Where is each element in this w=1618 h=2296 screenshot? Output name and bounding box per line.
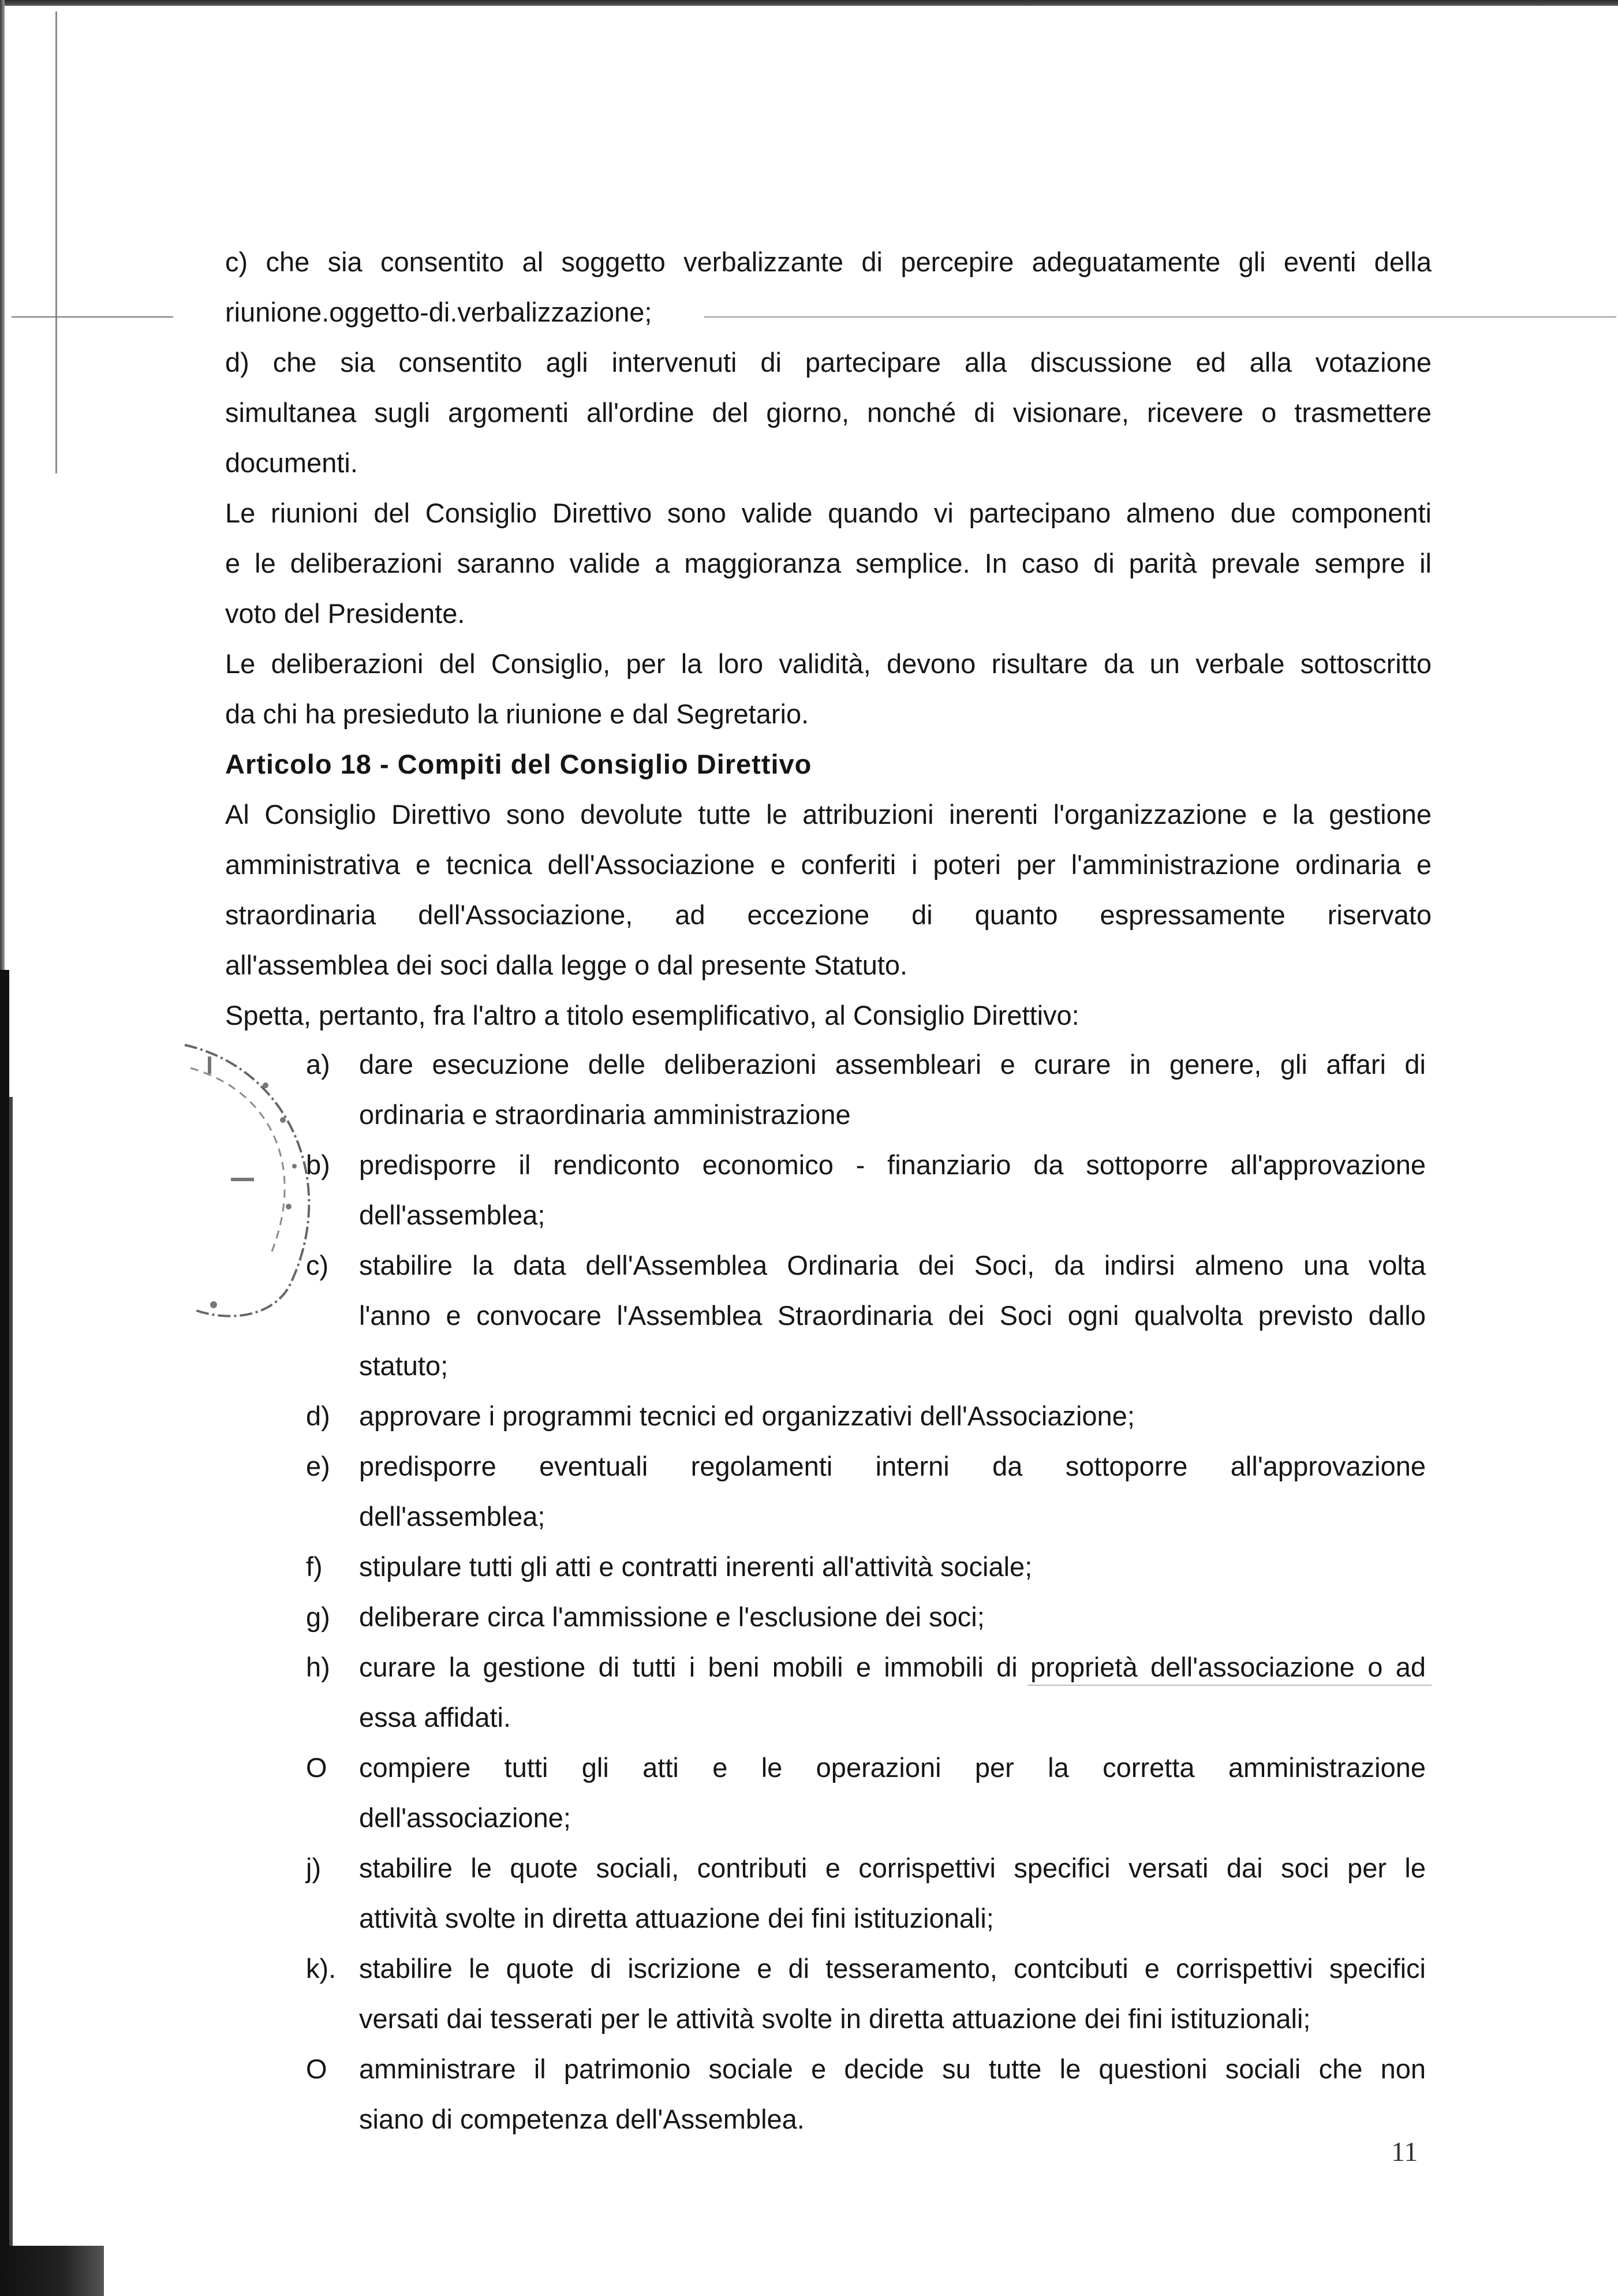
scan-left-rule bbox=[55, 12, 57, 473]
list-marker: g) bbox=[306, 1601, 330, 1632]
list-item bbox=[306, 1140, 1426, 1240]
list-item-line: predisporre eventuali regolamenti interni da sottoporre all'approvazione bbox=[359, 1451, 1426, 1481]
paragraph-article-line: all'assemblea dei soci dalla legge o dal presente Statuto. bbox=[225, 950, 908, 980]
list-marker: f) bbox=[306, 1551, 323, 1582]
list-item-line: stabilire la data dell'Assemblea Ordinaria dei Soci, da indirsi almeno una volta bbox=[359, 1250, 1426, 1280]
list-item-line: l'anno e convocare l'Assemblea Straordinaria dei Soci ogni qualvolta previsto dallo bbox=[359, 1300, 1426, 1331]
paragraph-riunioni-line: voto del Presidente. bbox=[225, 598, 465, 629]
binding-foot-shadow bbox=[0, 2246, 104, 2296]
list-item-line: stabilire le quote sociali, contributi e corrispettivi specifici versati dai soci per le bbox=[359, 1853, 1426, 1883]
list-item-line: dell'associazione; bbox=[359, 1802, 571, 1833]
paragraph-d-line: d) che sia consentito agli intervenuti di partecipare alla discussione ed alla votazione bbox=[225, 347, 1432, 378]
list-item bbox=[306, 1039, 1426, 1140]
list-item bbox=[306, 1592, 1426, 1642]
list-item bbox=[306, 1441, 1426, 1541]
list-item bbox=[306, 1943, 1426, 2044]
list-item-line: amministrare il patrimonio sociale e decide su tutte le questioni sociali che non bbox=[359, 2054, 1426, 2084]
list-item-line: ordinaria e straordinaria amministrazione bbox=[359, 1099, 851, 1130]
scan-top-border bbox=[0, 0, 1618, 6]
list-item-line: deliberare circa l'ammissione e l'esclusione dei soci; bbox=[359, 1601, 985, 1632]
article-heading: Articolo 18 - Compiti del Consiglio Direttivo bbox=[225, 749, 812, 779]
paragraph-c-line: c) che sia consentito al soggetto verbalizzante di percepire adeguatamente gli eventi della bbox=[225, 247, 1432, 277]
list-item-line: essa affidati. bbox=[359, 1702, 511, 1733]
paragraph-riunioni-line: e le deliberazioni saranno valide a maggioranza semplice. In caso di parità prevale sempre il bbox=[225, 548, 1432, 578]
paragraph-deliberazioni-line: Le deliberazioni del Consiglio, per la loro validità, devono risultare da un verbale sottoscritto bbox=[225, 648, 1432, 679]
stamp-marks bbox=[208, 1056, 297, 1308]
list-marker: h) bbox=[306, 1652, 330, 1682]
page-number: 11 bbox=[1391, 2137, 1418, 2167]
list-item bbox=[306, 1742, 1426, 1843]
paragraph-c-line: riunione.oggetto-di.verbalizzazione; bbox=[225, 297, 652, 327]
list-marker: b) bbox=[306, 1149, 330, 1180]
list-item bbox=[306, 1391, 1426, 1441]
list-marker: e) bbox=[306, 1451, 330, 1481]
list-item-line: siano di competenza dell'Assemblea. bbox=[359, 2104, 805, 2134]
list-marker: O bbox=[306, 2054, 327, 2084]
list-item-line: versati dai tesserati per le attività svolte in diretta attuazione dei fini istituzionali; bbox=[359, 2003, 1311, 2034]
binding-shadow-inner bbox=[9, 1097, 13, 2296]
paragraph-riunioni-line: Le riunioni del Consiglio Direttivo sono valide quando vi partecipano almeno due componenti bbox=[225, 498, 1432, 528]
document-body bbox=[225, 237, 1432, 1040]
list-marker: O bbox=[306, 1752, 327, 1783]
list-item bbox=[306, 2044, 1426, 2144]
duties-list bbox=[306, 1039, 1426, 2144]
paragraph-d-line: documenti. bbox=[225, 447, 358, 478]
list-item bbox=[306, 1240, 1426, 1391]
list-item bbox=[306, 1541, 1426, 1592]
list-marker: k). bbox=[306, 1953, 337, 1984]
list-item-line: attività svolte in diretta attuazione dei fini istituzionali; bbox=[359, 1903, 994, 1933]
binding-shadow bbox=[0, 970, 9, 2296]
list-item-line: predisporre il rendiconto economico - finanziario da sottoporre all'approvazione bbox=[359, 1149, 1426, 1180]
list-item bbox=[306, 1843, 1426, 1943]
list-item-line: stabilire le quote di iscrizione e di tesseramento, contcibuti e corrispettivi specifici bbox=[359, 1953, 1426, 1984]
list-item-line: dell'assemblea; bbox=[359, 1200, 545, 1230]
list-marker: j) bbox=[306, 1853, 322, 1883]
list-item-line: approvare i programmi tecnici ed organizzativi dell'Associazione; bbox=[359, 1401, 1135, 1431]
list-marker: a) bbox=[306, 1049, 330, 1080]
list-item-line: compiere tutti gli atti e le operazioni per la corretta amministrazione bbox=[359, 1752, 1426, 1783]
list-item-line: dell'assemblea; bbox=[359, 1501, 545, 1532]
list-item bbox=[306, 1642, 1426, 1742]
paragraph-deliberazioni-line: da chi ha presieduto la riunione e dal Segretario. bbox=[225, 699, 809, 729]
list-item-line: curare la gestione di tutti i beni mobili e immobili di proprietà dell'associazione o ad bbox=[359, 1652, 1426, 1682]
list-marker: c) bbox=[306, 1250, 329, 1280]
paragraph-article-line: amministrativa e tecnica dell'Associazione e conferiti i poteri per l'amministrazione ordinaria e bbox=[225, 849, 1432, 880]
list-marker: d) bbox=[306, 1401, 330, 1431]
paragraph-d-line: simultanea sugli argomenti all'ordine del giorno, nonché di visionare, ricevere o trasmettere bbox=[225, 397, 1432, 428]
bleed-through-line bbox=[12, 316, 173, 318]
paragraph-article-line: straordinaria dell'Associazione, ad eccezione di quanto espressamente riservato bbox=[225, 899, 1432, 930]
paragraph-intro-list: Spetta, pertanto, fra l'altro a titolo esemplificativo, al Consiglio Direttivo: bbox=[225, 1000, 1079, 1031]
paragraph-article-line: Al Consiglio Direttivo sono devolute tutte le attribuzioni inerenti l'organizzazione e la gestione bbox=[225, 799, 1432, 830]
list-item-line: stipulare tutti gli atti e contratti inerenti all'attività sociale; bbox=[359, 1551, 1033, 1582]
list-item-line: dare esecuzione delle deliberazioni assembleari e curare in genere, gli affari di bbox=[359, 1049, 1426, 1080]
stamp-inner-arc bbox=[190, 1068, 285, 1253]
list-item-line: statuto; bbox=[359, 1350, 449, 1381]
